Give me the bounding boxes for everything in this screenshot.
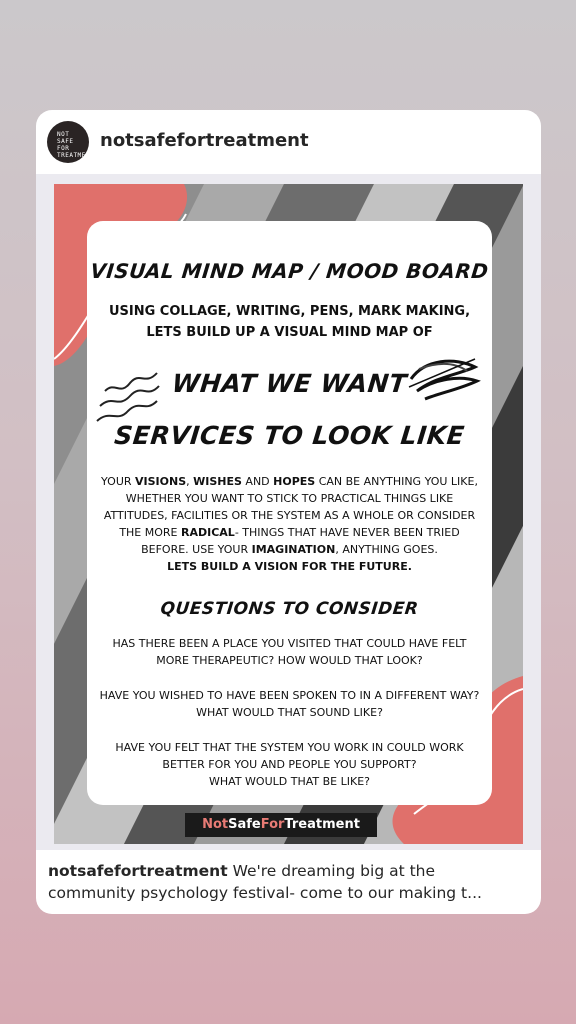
avatar-logo-text: NOT SAFE FOR TREATMENT <box>57 131 95 159</box>
poster-body-line-2: WHETHER YOU WANT TO STICK TO PRACTICAL THINGS LIKE <box>125 492 454 505</box>
poster-body-line-6: LETS BUILD A VISION FOR THE FUTURE. <box>167 560 412 573</box>
poster-body-line-1: YOUR VISIONS, WISHES AND HOPES CAN BE ANYTHING YOU LIKE, <box>101 475 478 488</box>
questions-title: QUESTIONS TO CONSIDER <box>159 599 420 619</box>
story-post-card[interactable] <box>36 110 541 914</box>
poster-headline-2: SERVICES TO LOOK LIKE <box>113 421 466 450</box>
post-header <box>36 110 541 174</box>
question-3a: HAVE YOU FELT THAT THE SYSTEM YOU WORK IN COULD WORK <box>115 741 464 754</box>
caption-text-line-2: community psychology festival- come to our making t... <box>48 884 482 902</box>
question-3c: WHAT WOULD THAT BE LIKE? <box>209 775 370 788</box>
post-image-area <box>36 174 541 850</box>
question-1a: HAS THERE BEEN A PLACE YOU VISITED THAT COULD HAVE FELT <box>112 637 467 650</box>
poster-headline-1: WHAT WE WANT <box>170 369 409 398</box>
poster-title: VISUAL MIND MAP / MOOD BOARD <box>89 259 490 283</box>
poster-body-line-4: THE MORE RADICAL- THINGS THAT HAVE NEVER BEEN TRIED <box>119 526 460 539</box>
question-3b: BETTER FOR YOU AND PEOPLE YOU SUPPORT? <box>162 758 417 771</box>
question-2b: WHAT WOULD THAT SOUND LIKE? <box>196 706 383 719</box>
post-caption[interactable] <box>48 860 528 904</box>
caption-text-line-1: We're dreaming big at the <box>232 862 436 880</box>
poster-body-line-5: BEFORE. USE YOUR IMAGINATION, ANYTHING GOES. <box>141 543 438 556</box>
question-1b: MORE THERAPEUTIC? HOW WOULD THAT LOOK? <box>156 654 423 667</box>
avatar[interactable] <box>47 121 95 163</box>
poster-subtitle-1: USING COLLAGE, WRITING, PENS, MARK MAKING, <box>108 304 471 319</box>
poster-content-panel <box>87 221 492 805</box>
poster-body-line-3: ATTITUDES, FACILITIES OR THE SYSTEM AS A WHOLE OR CONSIDER <box>103 509 476 522</box>
brand-logo-bar: NotSafeForTreatment <box>185 813 377 837</box>
poster-subtitle-2: LETS BUILD UP A VISUAL MIND MAP OF <box>146 325 433 340</box>
post-username[interactable]: notsafefortreatment <box>100 130 309 151</box>
poster-image <box>54 184 523 844</box>
question-2a: HAVE YOU WISHED TO HAVE BEEN SPOKEN TO IN A DIFFERENT WAY? <box>99 689 480 702</box>
caption-username[interactable]: notsafefortreatment <box>48 862 228 880</box>
